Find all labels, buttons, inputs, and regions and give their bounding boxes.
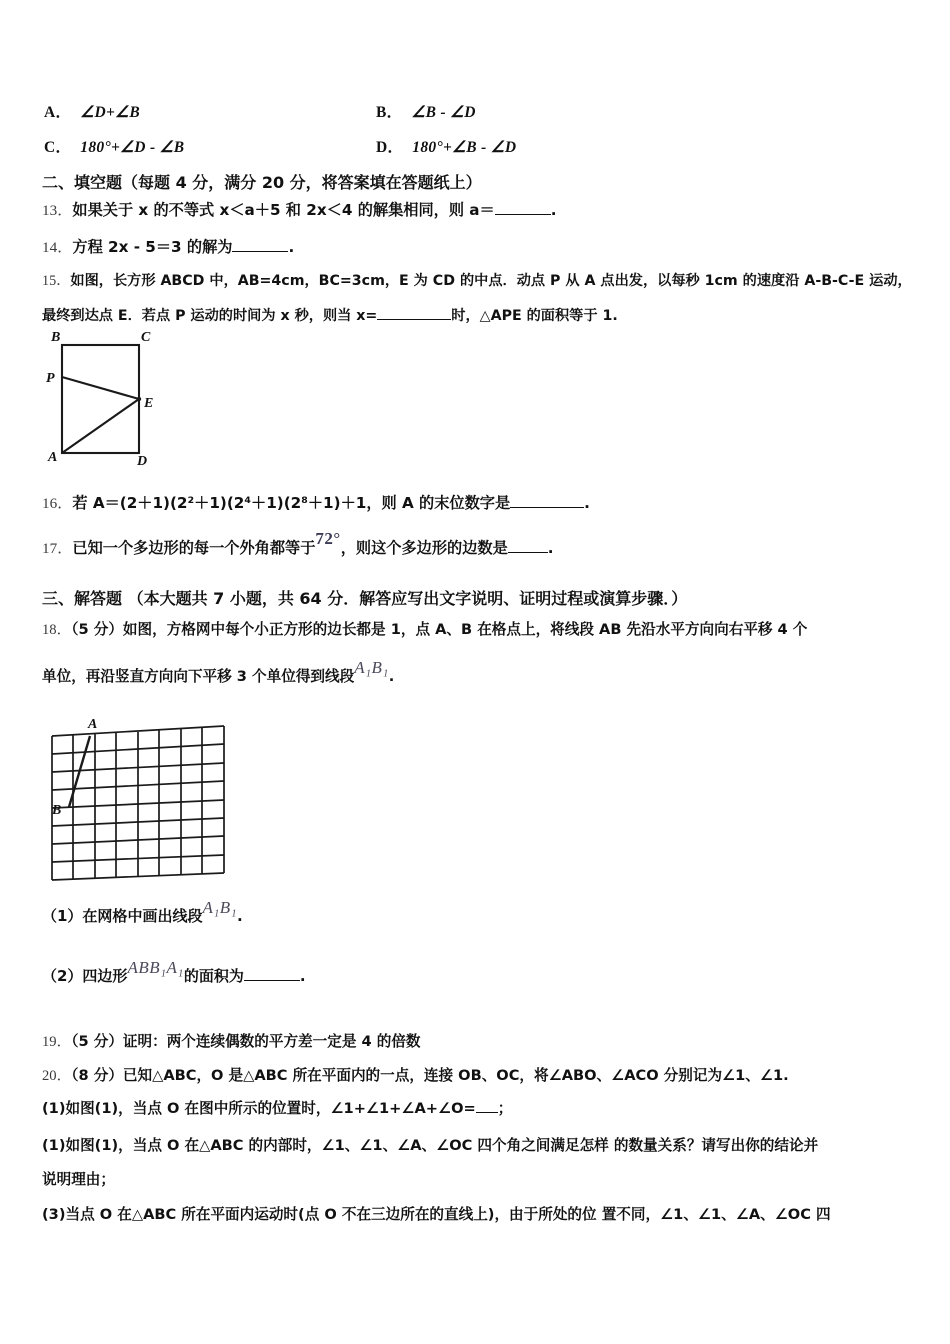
question-17-number: 17． xyxy=(42,540,73,557)
question-16-text: 若 A＝(2＋1)(2²＋1)(2⁴＋1)(2⁸＋1)＋1，则 A 的末位数字是 xyxy=(72,494,511,512)
question-14-period: . xyxy=(288,238,295,256)
question-20-part-2-cont xyxy=(42,1168,115,1189)
question-18-sub2-text-middle: 的面积为 xyxy=(183,967,244,985)
question-14-text: 方程 2x - 5＝3 的解为 xyxy=(72,238,233,256)
svg-text:B: B xyxy=(52,803,62,818)
question-13-answer-blank[interactable] xyxy=(495,214,551,215)
question-17-answer-blank[interactable] xyxy=(508,552,548,553)
question-20-part2-text-cont: 说明理由； xyxy=(42,1171,115,1188)
question-14-number: 14． xyxy=(42,239,73,256)
choice-a-text: ∠D+∠B xyxy=(80,104,140,121)
question-15-text-line2-after: 时，△APE 的面积等于 1. xyxy=(451,308,618,324)
question-17-text-middle: ，则这个多边形的边数是 xyxy=(340,539,508,557)
choice-b-text: ∠B - ∠D xyxy=(411,104,476,121)
svg-text:A: A xyxy=(48,450,58,465)
section-2-heading: 二、填空题（每题 4 分，满分 20 分，将答案填在答题纸上） xyxy=(42,173,482,192)
question-18-sub1-text-after: . xyxy=(237,907,243,925)
question-20-part-3 xyxy=(42,1203,831,1224)
choice-c-text: 180°+∠D - ∠B xyxy=(80,139,185,156)
question-20-number: 20． xyxy=(42,1068,72,1084)
question-20-part1-semicolon: ； xyxy=(497,1100,513,1117)
question-20-part1-text: (1)如图(1)，当点 O 在图中所示的位置时，∠1+∠1+∠A+∠O= xyxy=(42,1100,476,1117)
question-18-segment-token: A₁B₁ xyxy=(354,658,389,677)
question-18-sub2-answer-blank[interactable] xyxy=(244,980,300,981)
section-3-heading: 三、解答题 （本大题共 7 小题，共 64 分．解答应写出文字说明、证明过程或演算步骤．） xyxy=(42,589,688,608)
question-13-text: 如果关于 x 的不等式 x＜a＋5 和 2x＜4 的解集相同，则 a＝ xyxy=(72,201,495,219)
question-18-text-line2-after: . xyxy=(388,668,395,685)
question-17-text-before: 已知一个多边形的每一个外角都等于 xyxy=(72,539,316,557)
choice-c-label: C． xyxy=(44,139,72,156)
question-14 xyxy=(42,236,294,257)
question-15-text-line1: 如图，长方形 ABCD 中，AB=4cm，BC=3cm，E 为 CD 的中点．动点 P 从 A 点出发，以每秒 1cm 的速度沿 A-B-C-E 运动， xyxy=(70,273,912,289)
question-18-sub2-token: ABB₁A₁ xyxy=(127,958,184,977)
choice-option-a[interactable] xyxy=(44,100,140,122)
question-20-line-1 xyxy=(42,1064,789,1085)
question-20-part3-text: (3)当点 O 在△ABC 所在平面内运动时(点 O 不在三边所在的直线上)，由于所处的位 置不同，∠1、∠1、∠A、∠OC 四 xyxy=(42,1206,831,1223)
question-16-number: 16． xyxy=(42,495,73,512)
question-19-number: 19． xyxy=(42,1034,72,1050)
question-15-line-2 xyxy=(42,305,618,325)
question-13 xyxy=(42,199,557,220)
question-15-text-line2-before: 最终到达点 E．若点 P 运动的时间为 x 秒，则当 x= xyxy=(42,308,378,324)
question-18-sub2-text-before: （2）四边形 xyxy=(42,967,128,985)
question-17-angle-value: 72° xyxy=(315,529,341,548)
question-20-part1-answer-blank[interactable] xyxy=(476,1112,498,1113)
question-19-text: 证明：两个连续偶数的平方差一定是 4 的倍数 xyxy=(122,1033,421,1050)
question-20-text-line1: 已知△ABC，O 是△ABC 所在平面内的一点，连接 OB、OC，将∠ABO、∠ACO 分别记为∠1、∠1. xyxy=(122,1067,789,1084)
question-19-score: （5 分） xyxy=(71,1033,123,1050)
question-16-answer-blank[interactable] xyxy=(510,507,584,508)
question-18-number: 18． xyxy=(42,622,72,638)
question-18-score: （5 分） xyxy=(71,621,123,638)
choice-b-label: B． xyxy=(376,104,403,121)
svg-text:B: B xyxy=(51,330,61,345)
svg-text:E: E xyxy=(144,396,154,411)
question-18-sub2-period: . xyxy=(299,967,306,985)
question-13-number: 13． xyxy=(42,202,73,219)
question-20-part2-text: (1)如图(1)，当点 O 在△ABC 的内部时，∠1、∠1、∠A、∠OC 四个角之间满足怎样 的数量关系？请写出你的结论并 xyxy=(42,1137,819,1154)
question-13-period: . xyxy=(550,201,557,219)
question-14-answer-blank[interactable] xyxy=(232,251,288,252)
question-20-part-2 xyxy=(42,1134,818,1155)
choice-d-label: D． xyxy=(376,139,404,156)
question-18-text-line2-before: 单位，再沿竖直方向向下平移 3 个单位得到线段 xyxy=(42,668,355,685)
choice-option-b[interactable] xyxy=(376,100,476,122)
question-20-part-1 xyxy=(42,1097,512,1118)
question-18-line-1 xyxy=(42,618,807,639)
question-15-line-1 xyxy=(42,270,912,290)
choice-a-label: A． xyxy=(44,104,72,121)
question-18-text-line1: 如图，方格网中每个小正方形的边长都是 1，点 A、B 在格点上，将线段 AB 先沿水平方向向右平移 4 个 xyxy=(122,621,808,638)
question-18-sub1-token: A₁B₁ xyxy=(202,898,238,917)
question-19 xyxy=(42,1030,421,1051)
question-20-score: （8 分） xyxy=(71,1067,123,1084)
question-15-number: 15． xyxy=(42,273,71,289)
svg-text:A: A xyxy=(88,717,98,732)
question-16-period: . xyxy=(584,494,590,512)
question-17 xyxy=(42,529,554,558)
rectangle-abcd-figure xyxy=(38,326,223,474)
question-18-sub1-text-before: （1）在网格中画出线段 xyxy=(42,907,203,925)
question-15-answer-blank[interactable] xyxy=(377,319,451,320)
question-18-sub-2 xyxy=(42,958,306,986)
question-16 xyxy=(42,492,590,513)
choice-option-d[interactable] xyxy=(376,135,516,157)
choice-d-text: 180°+∠B - ∠D xyxy=(412,139,517,156)
grid-segment-ab-figure xyxy=(46,712,246,887)
svg-text:P: P xyxy=(46,371,55,386)
question-17-period: . xyxy=(547,539,554,557)
svg-text:C: C xyxy=(141,330,151,345)
question-18-sub-1 xyxy=(42,898,243,926)
choice-option-c[interactable] xyxy=(44,135,184,157)
svg-text:D: D xyxy=(137,454,148,469)
question-18-line-2 xyxy=(42,658,395,686)
